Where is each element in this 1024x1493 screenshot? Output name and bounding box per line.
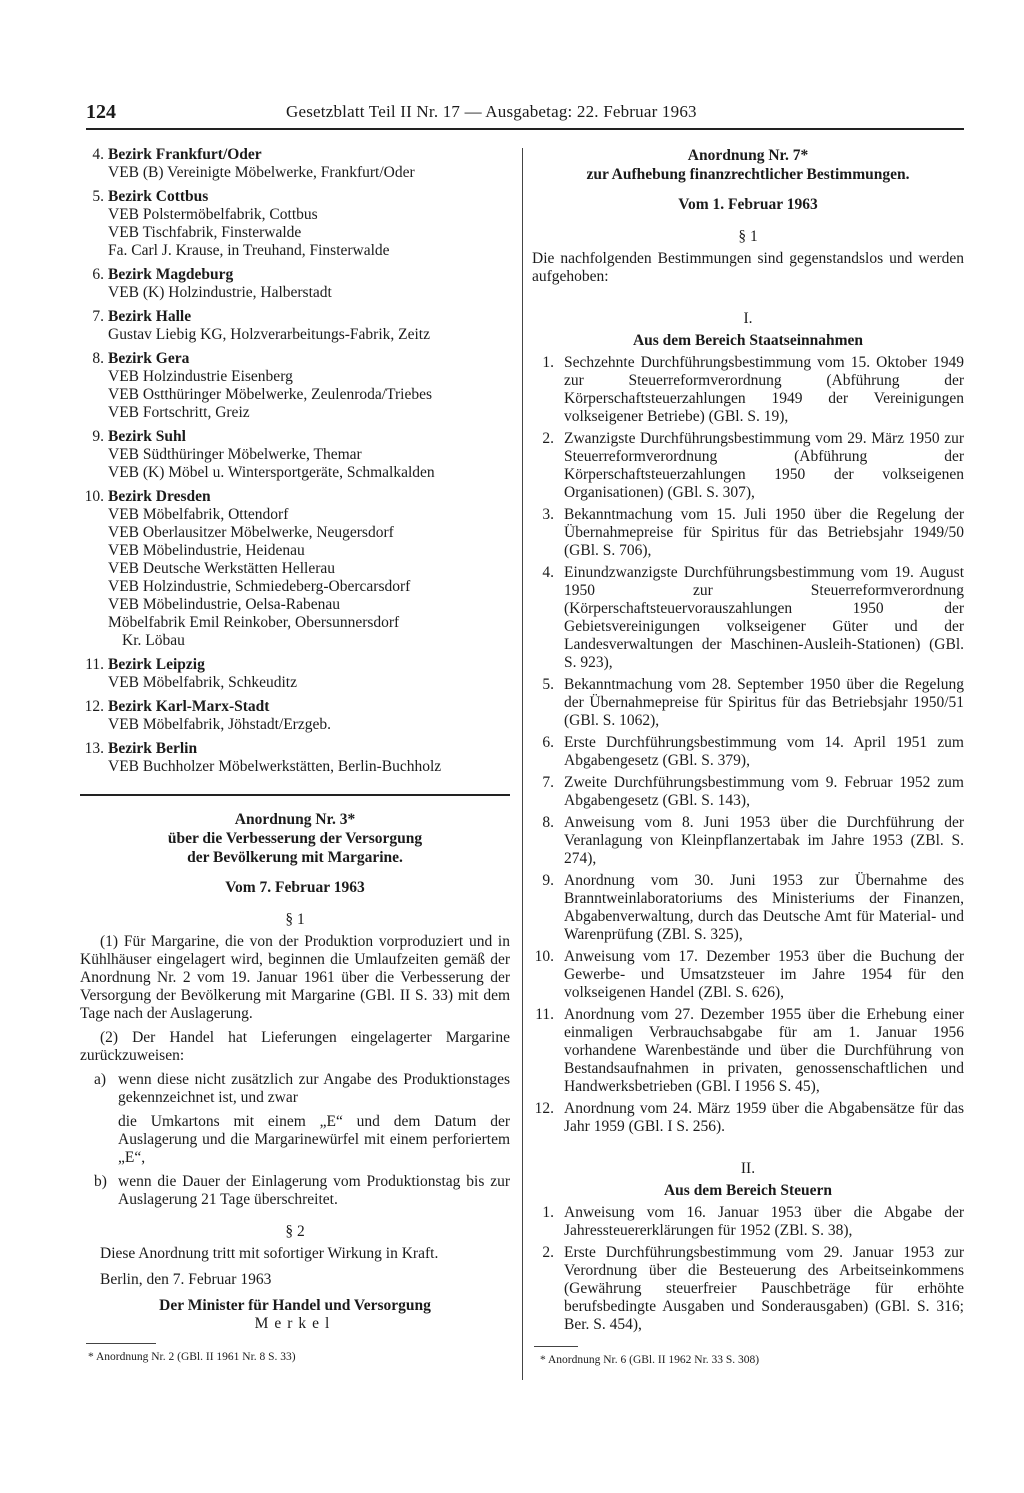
paragraph-2: (2) Der Handel hat Lieferungen eingelagerter Margarine zurückzuweisen: xyxy=(80,1029,510,1064)
list-item-number: 1. xyxy=(542,1204,554,1221)
list-item-text: Anweisung vom 8. Juni 1953 über die Durchführung der Veranlagung von Kleinpflanzertabak im Jahre 1953 (ZBl. S. 274), xyxy=(564,814,964,867)
order3-title-line: Anordnung Nr. 3* xyxy=(234,811,356,828)
bezirk-entry xyxy=(80,266,510,302)
company-line: VEB Buchholzer Möbelwerkstätten, Berlin-Buchholz xyxy=(108,758,442,775)
order7-title-line: zur Aufhebung finanzrechtlicher Bestimmungen. xyxy=(586,166,910,183)
list-item xyxy=(532,734,964,770)
bezirk-title: Bezirk Dresden xyxy=(108,488,211,505)
item-a-letter: a) xyxy=(94,1071,107,1088)
company-line: Fa. Carl J. Krause, in Treuhand, Finsterwalde xyxy=(108,242,390,259)
company-line: VEB Tischfabrik, Finsterwalde xyxy=(108,224,302,241)
bezirk-title: Bezirk Gera xyxy=(108,350,190,367)
list-item xyxy=(532,774,964,810)
bezirk-number: 12. xyxy=(84,698,104,715)
bezirk-title: Bezirk Frankfurt/Oder xyxy=(108,146,262,163)
list-item-text: Zweite Durchführungsbestimmung vom 9. Februar 1952 zum Abgabengesetz (GBl. S. 143), xyxy=(564,774,964,809)
company-line: Gustav Liebig KG, Holzverarbeitungs-Fabrik, Zeitz xyxy=(108,326,430,343)
list-item xyxy=(532,948,964,1002)
bezirk-entry xyxy=(80,146,510,182)
bezirk-title: Bezirk Cottbus xyxy=(108,188,209,205)
list-item xyxy=(532,1006,964,1096)
bezirk-list xyxy=(80,146,510,776)
section-2-title: Aus dem Bereich Steuern xyxy=(663,1182,833,1199)
right-column xyxy=(532,146,964,1369)
list-item-text: Bekanntmachung vom 15. Juli 1950 über die Regelung der Übernahmepreise für Spiritus für das Betriebsjahr 1949/50 (GBl. S. 706), xyxy=(564,506,964,559)
section-2-list xyxy=(532,1204,964,1334)
item-a xyxy=(80,1071,510,1107)
item-a-text: wenn diese nicht zusätzlich zur Angabe des Produktionstages gekennzeichnet ist, und zwar xyxy=(118,1071,510,1106)
list-item-number: 9. xyxy=(542,872,554,889)
bezirk-title: Bezirk Berlin xyxy=(108,740,198,757)
list-item-text: Erste Durchführungsbestimmung vom 29. Januar 1953 zur Verordnung über die Besteuerung des Arbeitseinkommens (Gewährung steuerfreier Pauschbeträge für erhöhte berufsbedingte Ausgaben und Sonderausgaben) (GBl. S. 316; Ber. S. 454), xyxy=(564,1244,964,1333)
bezirk-entry xyxy=(80,308,510,344)
company-line: VEB Südthüringer Möbelwerke, Themar xyxy=(108,446,362,463)
bezirk-number: 8. xyxy=(92,350,104,367)
section-1-list xyxy=(532,354,964,1136)
list-item xyxy=(532,564,964,672)
bezirk-entry xyxy=(80,698,510,734)
list-item-number: 10. xyxy=(534,948,554,965)
bezirk-number: 5. xyxy=(92,188,104,205)
company-line: VEB Ostthüringer Möbelwerke, Zeulenroda/Triebes xyxy=(108,386,432,403)
bezirk-number: 13. xyxy=(84,740,104,757)
list-item xyxy=(532,872,964,944)
list-item-number: 11. xyxy=(535,1006,554,1023)
item-b-text: wenn die Dauer der Einlagerung vom Produktionstag bis zur Auslagerung 21 Tage überschreitet. xyxy=(118,1173,510,1208)
order7-date: Vom 1. Februar 1963 xyxy=(678,196,818,213)
order3-title xyxy=(80,810,510,867)
list-item xyxy=(532,354,964,426)
list-item-number: 5. xyxy=(542,676,554,693)
section-rule xyxy=(80,794,510,796)
item-b-letter: b) xyxy=(94,1173,107,1190)
bezirk-title: Bezirk Magdeburg xyxy=(108,266,234,283)
paragraph-sign-1: § 1 xyxy=(285,911,305,928)
bezirk-title: Bezirk Suhl xyxy=(108,428,186,445)
section-1-number: I. xyxy=(743,310,753,327)
company-line: VEB Holzindustrie, Schmiedeberg-Obercarsdorf xyxy=(108,578,411,595)
list-item xyxy=(532,1244,964,1334)
bezirk-title: Bezirk Leipzig xyxy=(108,656,205,673)
company-line: VEB (K) Möbel u. Wintersportgeräte, Schmalkalden xyxy=(108,464,435,481)
list-item xyxy=(532,814,964,868)
list-item-number: 2. xyxy=(542,1244,554,1261)
company-line: VEB Fortschritt, Greiz xyxy=(108,404,250,421)
list-item-text: Einundzwanzigste Durchführungsbestimmung vom 19. August 1950 zur Steuerreformverordnung (Körperschaftsteuervorauszahlungen 1950 der Gebietsvereinigungen volkseigener Güter und der Landesverwaltungen der Maschinen-Ausleih-Stationen) (GBl. S. 923), xyxy=(564,564,964,671)
order7-title-line: Anordnung Nr. 7* xyxy=(687,147,809,164)
company-line: VEB Möbelindustrie, Heidenau xyxy=(108,542,305,559)
company-line: Kr. Löbau xyxy=(122,632,185,649)
list-item-number: 12. xyxy=(534,1100,554,1117)
footnote-rule xyxy=(534,1346,578,1347)
order7-title xyxy=(532,146,964,184)
section-2-number: II. xyxy=(740,1160,756,1177)
bezirk-entry xyxy=(80,740,510,776)
list-item xyxy=(532,506,964,560)
list-item-text: Anweisung vom 16. Januar 1953 über die Abgabe der Jahressteuererklärungen für 1952 (ZBl. S. 38), xyxy=(564,1204,964,1239)
header-rule xyxy=(86,128,964,130)
list-item-text: Bekanntmachung vom 28. September 1950 über die Regelung der Übernahmepreise für Spiritus für das Betriebsjahr 1950/51 (GBl. S. 1062), xyxy=(564,676,964,729)
list-item-text: Sechzehnte Durchführungsbestimmung vom 15. Oktober 1949 zur Steuerreformverordnung (Abführung der Körperschaftsteuerzahlungen 1949 der Vereinigungen volkseigener Betriebe) (GBl. S. 19), xyxy=(564,354,964,425)
list-item-number: 8. xyxy=(542,814,554,831)
list-item-text: Anordnung vom 24. März 1959 über die Abgabensätze für das Jahr 1959 (GBl. I S. 256). xyxy=(564,1100,964,1135)
bezirk-title: Bezirk Karl-Marx-Stadt xyxy=(108,698,270,715)
running-header: Gesetzblatt Teil II Nr. 17 — Ausgabetag: 22. Februar 1963 xyxy=(286,102,697,121)
company-line: VEB Oberlausitzer Möbelwerke, Neugersdorf xyxy=(108,524,394,541)
list-item-text: Anordnung vom 30. Juni 1953 zur Übernahme des Branntweinlaboratoriums des Ministeriums der Finanzen, Abgabenverwaltung, durch das Deutsche Amt für Material- und Warenprüfung (ZBl. S. 325), xyxy=(564,872,964,943)
company-line: VEB (B) Vereinigte Möbelwerke, Frankfurt/Oder xyxy=(108,164,415,181)
company-line: VEB Möbelfabrik, Jöhstadt/Erzgeb. xyxy=(108,716,331,733)
list-item-number: 1. xyxy=(542,354,554,371)
item-b xyxy=(80,1173,510,1209)
list-item-text: Zwanzigste Durchführungsbestimmung vom 29. März 1950 zur Steuerreformverordnung (Abführung der Körperschaftsteuerzahlungen 1950 der volkseigenen Organisationen) (GBl. S. 307), xyxy=(564,430,964,501)
footnote-right: * Anordnung Nr. 6 (GBl. II 1962 Nr. 33 S. 308) xyxy=(540,1354,760,1366)
bezirk-entry xyxy=(80,428,510,482)
bezirk-number: 10. xyxy=(84,488,104,505)
bezirk-entry xyxy=(80,488,510,650)
company-line: VEB Möbelindustrie, Oelsa-Rabenau xyxy=(108,596,341,613)
left-column xyxy=(80,146,510,1366)
footnote-left: * Anordnung Nr. 2 (GBl. II 1961 Nr. 8 S. 33) xyxy=(88,1351,296,1363)
list-item xyxy=(532,1100,964,1136)
order3-title-line: der Bevölkerung mit Margarine. xyxy=(187,849,403,866)
list-item-text: Anweisung vom 17. Dezember 1953 über die Buchung der Gewerbe- und Umsatzsteuer im Jahre 1954 für den volkseigenen Handel (ZBl. S. 626), xyxy=(564,948,964,1001)
paragraph-3: Diese Anordnung tritt mit sofortiger Wirkung in Kraft. xyxy=(100,1245,439,1262)
bezirk-title: Bezirk Halle xyxy=(108,308,192,325)
company-line: VEB Möbelfabrik, Schkeuditz xyxy=(108,674,297,691)
signer-title: Der Minister für Handel und Versorgung xyxy=(159,1297,431,1314)
bezirk-number: 6. xyxy=(92,266,104,283)
list-item-number: 4. xyxy=(542,564,554,581)
bezirk-entry xyxy=(80,188,510,260)
bezirk-number: 9. xyxy=(92,428,104,445)
bezirk-entry xyxy=(80,350,510,422)
list-item xyxy=(532,676,964,730)
bezirk-number: 7. xyxy=(92,308,104,325)
paragraph-sign-2: § 2 xyxy=(285,1223,305,1240)
list-item-number: 2. xyxy=(542,430,554,447)
bezirk-entry xyxy=(80,656,510,692)
bezirk-number: 11. xyxy=(85,656,104,673)
company-line: VEB Polstermöbelfabrik, Cottbus xyxy=(108,206,318,223)
list-item-number: 3. xyxy=(542,506,554,523)
list-item-text: Erste Durchführungsbestimmung vom 14. April 1951 zum Abgabengesetz (GBl. S. 379), xyxy=(564,734,964,769)
order7-intro: Die nachfolgenden Bestimmungen sind gegenstandslos und werden aufgehoben: xyxy=(532,250,964,285)
signer-name: Merkel xyxy=(254,1315,336,1332)
order3-date: Vom 7. Februar 1963 xyxy=(225,879,365,896)
footnote-rule xyxy=(86,1343,156,1344)
order3-title-line: über die Verbesserung der Versorgung xyxy=(167,830,423,847)
list-item xyxy=(532,1204,964,1240)
page-number: 124 xyxy=(86,101,116,123)
company-line: VEB Holzindustrie Eisenberg xyxy=(108,368,293,385)
section-1-title: Aus dem Bereich Staatseinnahmen xyxy=(632,332,864,349)
list-item-number: 6. xyxy=(542,734,554,751)
item-a-continuation: die Umkartons mit einem „E“ und dem Datum der Auslagerung und die Margarinewürfel mit einem perforiertem „E“, xyxy=(118,1113,510,1166)
bezirk-number: 4. xyxy=(92,146,104,163)
list-item-text: Anordnung vom 27. Dezember 1955 über die Erhebung einer einmaligen Verbrauchsabgabe für am 1. Januar 1956 vorhandene Warenbestände und über die Durchführung von Bestandsaufnahmen in privaten, genossenschaftlichen und Handwerksbetrieben (GBl. I 1956 S. 45), xyxy=(564,1006,964,1095)
paragraph-1: (1) Für Margarine, die von der Produktion vorproduziert und in Kühlhäuser eingelagert wird, beginnen die Umlaufzeiten gemäß der Anordnung Nr. 2 vom 19. Januar 1961 über die Verbesserung der Versorgung der Bevölkerung mit Margarine (GBl. II S. 33) mit dem Tage nach der Auslagerung. xyxy=(80,933,510,1022)
place-date: Berlin, den 7. Februar 1963 xyxy=(100,1271,272,1288)
company-line: Möbelfabrik Emil Reinkober, Obersunnersdorf xyxy=(108,614,400,631)
company-line: VEB (K) Holzindustrie, Halberstadt xyxy=(108,284,332,301)
list-item-number: 7. xyxy=(542,774,554,791)
list-item xyxy=(532,430,964,502)
column-divider xyxy=(522,148,523,1380)
company-line: VEB Deutsche Werkstätten Hellerau xyxy=(108,560,336,577)
company-line: VEB Möbelfabrik, Ottendorf xyxy=(108,506,289,523)
order7-paragraph-sign: § 1 xyxy=(738,228,758,245)
